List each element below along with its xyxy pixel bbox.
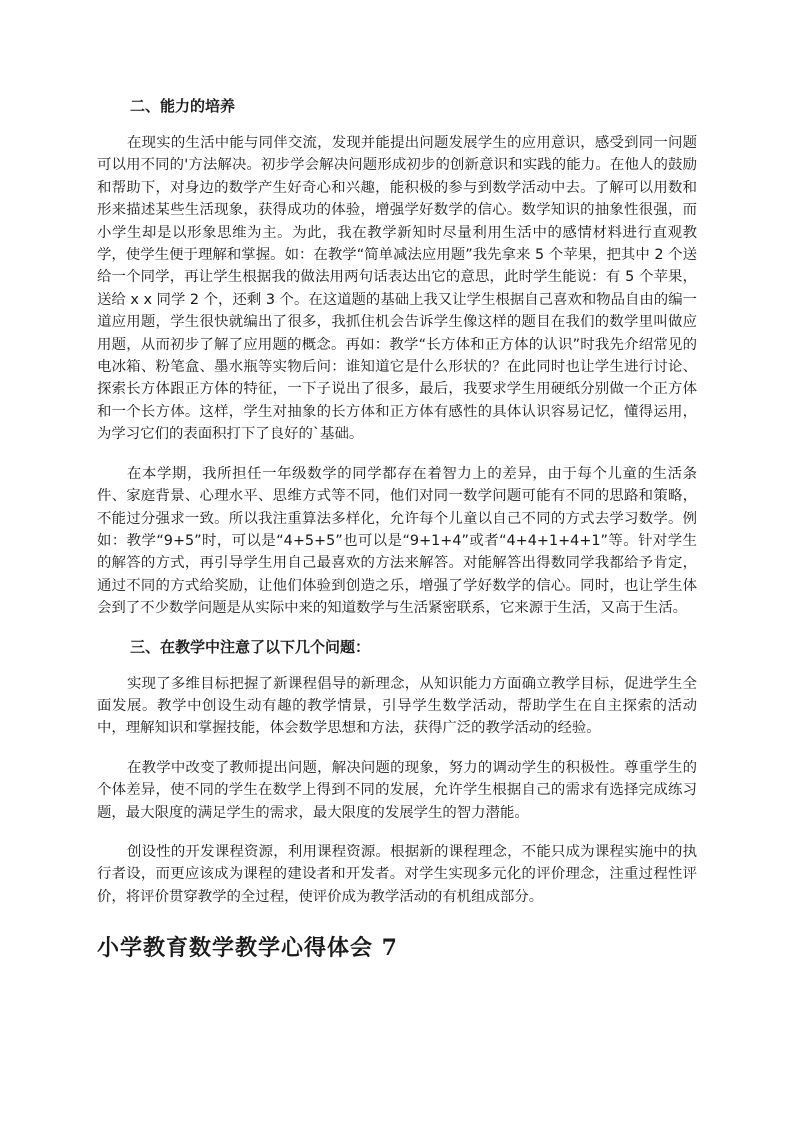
document-content [97,94,697,963]
paragraph-attention-3: 创设性的开发课程资源，利用课程资源。根据新的课程理念，不能只成为课程实施中的执行者设，而更应该成为课程的建设者和开发者。对学生实现多元化的评价理念，注重过程性评价，将评价贯穿教学的全过程，使评价成为教学活动的有机组成部分。 [97,843,697,905]
section-heading-attention: 三、在教学中注意了以下几个问题： [130,637,371,656]
section-heading-ability: 二、能力的培养 [130,97,236,115]
paragraph-attention-1: 实现了多维目标把握了新课程倡导的新理念，从知识能力方面确立教学目标，促进学生全面发展。教学中创设生动有趣的教学情景，引导学生数学活动，帮助学生在自主探索的活动中，理解知识和掌握技能，体会数学思想和方法，获得广泛的教学活动的经验。 [97,675,697,737]
next-article-title: 小学教育数学教学心得体会 7 [97,935,398,962]
paragraph-ability-2: 在本学期，我所担任一年级数学的同学都存在着智力上的差异，由于每个儿童的生活条件、家庭背景、心理水平、思维方式等不同，他们对同一数学问题可能有不同的思路和策略，不能过分强求一致。所以我注重算法多样化，允许每个儿童以自己不同的方式去学习数学。例如：教学“9+5”时，可以是“4+5+5”也可以是“9+1+4”或者“4+4+1+4+1”等。针对学生的解答的方式，再引导学生用自己最喜欢的方法来解答。对能解答出得数同学我都给予肯定，通过不同的方式给奖励，让他们体验到创造之乐，增强了学好数学的信心。同时，也让学生体会到了不少数学问题是从实际中来的知道数学与生活紧密联系，它来源于生活，又高于生活。 [97,465,697,617]
paragraph-ability-1: 在现实的生活中能与同伴交流，发现并能提出问题发展学生的应用意识，感受到同一问题可以用不同的'方法解决。初步学会解决问题形成初步的创新意识和实践的能力。在他人的鼓励和帮助下，对身边的数学产生好奇心和兴趣，能积极的参与到数学活动中去。了解可以用数和形来描述某些生活现象，获得成功的体验，增强学好数学的信心。数学知识的抽象性很强，而小学生却是以形象思维为主。为此，我在教学新知时尽量利用生活中的感情材料进行直观教学，使学生便于理解和掌握。如：在教学“简单减法应用题”我先拿来 5 个苹果，把其中 2 个送给一个同学，再让学生根据我的做法用两句话表达出它的意思，此时学生能说：有 5 个苹果，送给 x x 同学 2 个，还剩 3 个。在这道题的基础上我又让学生根据自己喜欢和物品自由的编一道应用题，学生很快就编出了很多，我抓住机会告诉学生像这样的题目在我们的数学里叫做应用题，从而初步了解了应用题的概念。再如：教学“长方体和正方体的认识”时我先介绍常见的电冰箱、粉笔盒、墨水瓶等实物后问：谁知道它是什么形状的？在此同时也让学生进行讨论、探索长方体跟正方体的特征，一下子说出了很多，最后，我要求学生用硬纸分别做一个正方体和一个长方体。这样，学生对抽象的长方体和正方体有感性的具体认识容易记忆，懂得运用，为学习它们的表面积打下了良好的`基础。 [97,135,697,443]
paragraph-attention-2: 在教学中改变了教师提出问题，解决问题的现象，努力的调动学生的积极性。尊重学生的个体差异，使不同的学生在数学上得到不同的发展，允许学生根据自己的需求有选择完成练习题，最大限度的满足学生的需求，最大限度的发展学生的智力潜能。 [97,759,697,821]
